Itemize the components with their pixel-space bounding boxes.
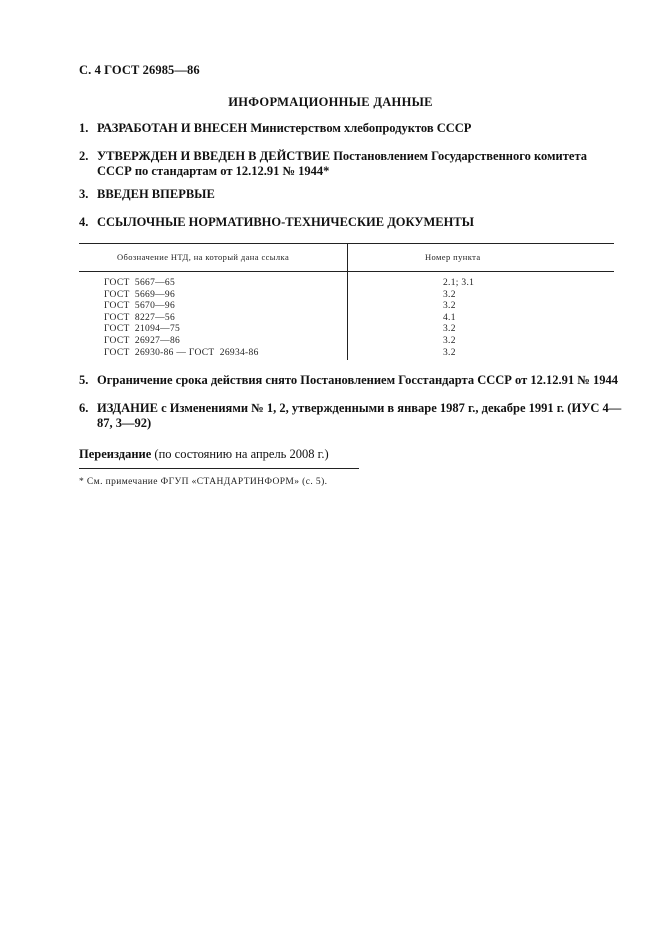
table-row bbox=[79, 301, 614, 313]
footnote-separator bbox=[79, 468, 359, 469]
item-text: с Изменениями № 1, 2, утвержденными в январе 1987 г., декабре 1991 г. (ИУС 4—87, 3—92) bbox=[97, 401, 622, 430]
reprint-note bbox=[79, 447, 329, 462]
cell-document: ГОСТ 26930-86 — ГОСТ 26934-86 bbox=[104, 347, 259, 358]
item-lead: ССЫЛОЧНЫЕ НОРМАТИВНО-ТЕХНИЧЕСКИЕ ДОКУМЕНТЫ bbox=[97, 215, 474, 229]
item-number: 1. bbox=[79, 121, 89, 135]
table-row bbox=[79, 290, 614, 302]
cell-document: ГОСТ 21094—75 bbox=[104, 324, 181, 335]
item-text: Министерством хлебопродуктов СССР bbox=[247, 121, 472, 135]
references-table bbox=[79, 243, 614, 360]
info-item-5 bbox=[79, 373, 624, 388]
table-row bbox=[79, 324, 614, 336]
cell-clause: 3.2 bbox=[443, 324, 456, 335]
reprint-text: (по состоянию на апрель 2008 г.) bbox=[151, 447, 329, 461]
item-number: 2. bbox=[79, 149, 89, 163]
table-row bbox=[79, 336, 614, 348]
info-item-6 bbox=[79, 401, 624, 431]
item-text: Ограничение срока действия снято Постановлением Госстандарта СССР от 12.12.91 № 1944 bbox=[97, 373, 618, 387]
table-row bbox=[79, 313, 614, 325]
cell-clause: 3.2 bbox=[443, 335, 456, 346]
cell-document: ГОСТ 5669—96 bbox=[104, 289, 176, 300]
reprint-label: Переиздание bbox=[79, 447, 152, 461]
item-number: 4. bbox=[79, 215, 89, 229]
cell-clause: 4.1 bbox=[443, 312, 456, 323]
item-lead: ВВЕДЕН ВПЕРВЫЕ bbox=[97, 187, 215, 201]
cell-clause: 2.1; 3.1 bbox=[443, 278, 475, 288]
footnote: * См. примечание ФГУП «СТАНДАРТИНФОРМ» (с. 5). bbox=[79, 477, 328, 487]
table-header-clause: Номер пункта bbox=[425, 252, 481, 262]
cell-document: ГОСТ 8227—56 bbox=[104, 312, 176, 323]
item-number: 6. bbox=[79, 401, 89, 415]
item-number: 5. bbox=[79, 373, 89, 387]
cell-document: ГОСТ 26927—86 bbox=[104, 335, 181, 346]
item-text: Постановлением Государственного комитета СССР по стандартам от 12.12.91 № 1944* bbox=[97, 149, 587, 178]
cell-clause: 3.2 bbox=[443, 289, 456, 300]
item-number: 3. bbox=[79, 187, 89, 201]
info-item-2 bbox=[79, 149, 624, 179]
cell-document: ГОСТ 5667—65 bbox=[104, 278, 176, 288]
item-lead: УТВЕРЖДЕН И ВВЕДЕН В ДЕЙСТВИЕ bbox=[97, 149, 331, 163]
table-header-document: Обозначение НТД, на который дана ссылка bbox=[117, 252, 290, 262]
table-row bbox=[79, 348, 614, 360]
table-row bbox=[79, 278, 614, 290]
item-lead: ИЗДАНИЕ bbox=[97, 401, 158, 415]
cell-document: ГОСТ 5670—96 bbox=[104, 301, 176, 312]
info-item-1 bbox=[79, 121, 624, 136]
cell-clause: 3.2 bbox=[443, 301, 456, 312]
info-item-3 bbox=[79, 187, 624, 202]
info-item-4 bbox=[79, 215, 624, 230]
cell-clause: 3.2 bbox=[443, 347, 456, 358]
item-lead: РАЗРАБОТАН И ВНЕСЕН bbox=[97, 121, 248, 135]
page-header: С. 4 ГОСТ 26985—86 bbox=[79, 63, 200, 77]
document-title: ИНФОРМАЦИОННЫЕ ДАННЫЕ bbox=[228, 95, 433, 109]
